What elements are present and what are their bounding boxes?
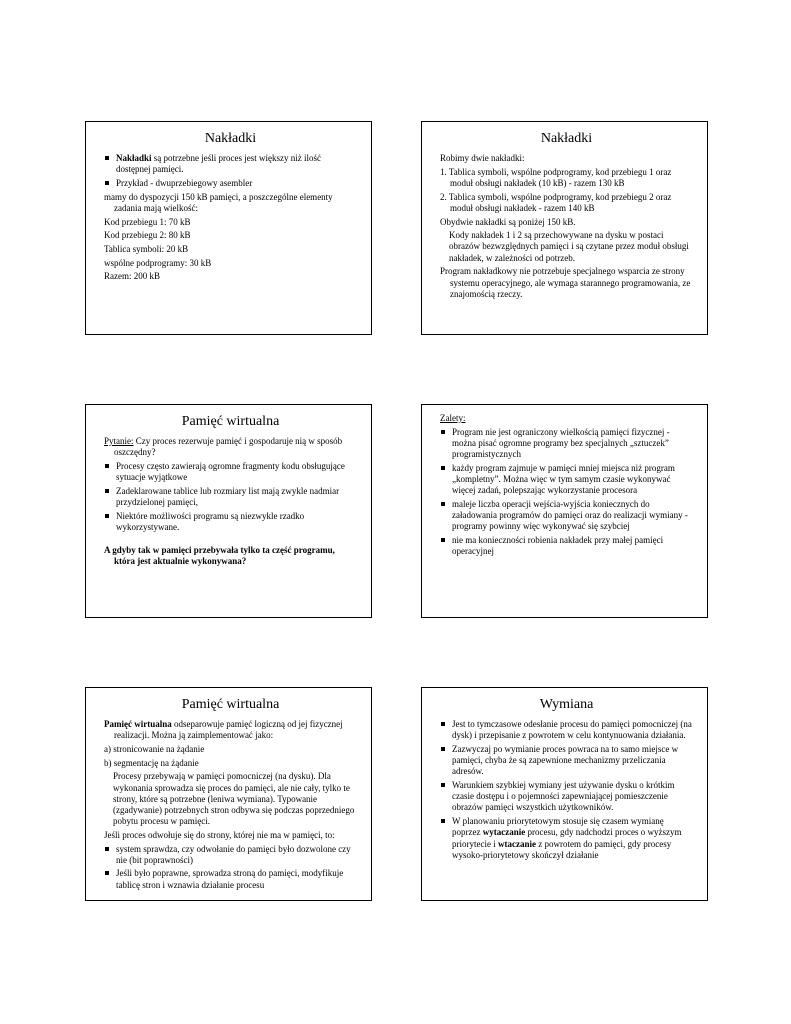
slide-2-nakladki xyxy=(421,121,708,335)
question-label: Pytanie: xyxy=(104,436,134,446)
list-line: Razem: 200 kB xyxy=(104,271,160,282)
bullet-text: procesu, gdy nadchodzi proces o wyższym priorytecie i xyxy=(452,827,682,849)
bullet-item: Jest to tymczasowe odesłanie procesu do pamięci pomocniczej (na dysk) i przepisanie z powrotem w celu kontynuowania działania. xyxy=(440,719,693,741)
paragraph: Robimy dwie nakładki: xyxy=(440,153,525,163)
bullet-item: Warunkiem szybkiej wymiany jest używanie dysku o krótkim czasie dostępu i o pojemności zapewniającej pomieszczenie obrazów pamięci wszystkich użytkowników. xyxy=(440,780,693,814)
bullet-item: nie ma konieczności robienia nakładek przy małej pamięci operacyjnej xyxy=(440,535,693,557)
section-label: Zalety: xyxy=(440,413,466,423)
bullet-item: Procesy często zawierają ogromne fragmenty kodu obsługujące sytuacje wyjątkowe xyxy=(104,461,357,483)
bold-term: Pamięć wirtualna xyxy=(104,719,172,729)
numbered-item: 1. Tablica symboli, wspólne podprogramy, kod przebiegu 1 oraz moduł obsługi nakładek (10 kB) - razem 130 kB xyxy=(440,166,672,188)
bullet-item: maleje liczba operacji wejścia-wyjścia koniecznych do załadowania programów do pamięci oraz do realizacji wymiany - programy powinny więc wykonywać się szybciej xyxy=(440,499,693,533)
slide-1-nakladki xyxy=(85,121,372,335)
slide-title: Nakładki xyxy=(540,131,593,146)
slide-title: Pamięć wirtualna xyxy=(181,414,280,429)
list-line: Kod przebiegu 2: 80 kB xyxy=(104,230,191,241)
bullet-text: są potrzebne jeśli proces jest większy niż ilość dostępnej pamięci. xyxy=(116,153,321,175)
slide-4-zalety xyxy=(421,404,708,618)
slide-title: Nakładki xyxy=(204,131,257,146)
bullet-item: Niektóre możliwości programu są niezwykle rzadko wykorzystywane. xyxy=(104,511,357,533)
bold-term: Nakładki xyxy=(116,153,152,163)
list-line: b) segmentację na żądanie xyxy=(104,757,199,768)
paragraph: Jeśli proces odwołuje się do strony, której nie ma w pamięci, to: xyxy=(104,829,335,840)
question-paragraph xyxy=(104,436,357,458)
paragraph-text: odseparowuje pamięć logiczną od jej fizycznej realizacji. Można ją zaimplementować jako: xyxy=(114,719,343,741)
bold-question: A gdyby tak w pamięci przebywała tylko ta część programu, która jest aktualnie wykonywana? xyxy=(104,544,335,566)
bullet-item: system sprawdza, czy odwołanie do pamięci było dozwolone czy nie (bit poprawności) xyxy=(104,844,357,866)
paragraph: Kody nakładek 1 i 2 są przechowywane na dysku w postaci obrazów bezwzględnych pamięci i są czytane przez moduł obsługi nakładek, w zależności od potrzeb. xyxy=(449,230,689,263)
list-line: Tablica symboli: 20 kB xyxy=(104,243,189,254)
list-line: wspólne podprogramy: 30 kB xyxy=(104,257,212,268)
bullet-text: W planowaniu priorytetowym stosuje się czasem wymianę poprzez xyxy=(452,816,664,838)
slide-6-wymiana xyxy=(421,687,708,901)
slide-3-pamiec-wirtualna xyxy=(85,404,372,618)
paragraph xyxy=(104,719,357,741)
paragraph: Procesy przebywają w pamięci pomocniczej (na dysku). Dla wykonania sprowadza się proces do pamięci, ale nie cały, tylko te strony, które są potrzebne (leniwa wymiana). Typowanie (zgadywanie) potrzebnych stron odbywa się podczas poprzedniego pobytu procesu w pamięci. xyxy=(113,771,355,827)
paragraph: Program nakładkowy nie potrzebuje specjalnego wsparcia ze strony systemu operacyjnego, ale wymaga starannego programowania, ze znajomością rzeczy. xyxy=(440,266,691,299)
paragraph: Obydwie nakładki są poniżej 150 kB. xyxy=(440,216,576,227)
question-text: Czy proces rezerwuje pamięć i gospodaruje nią w sposób oszczędny? xyxy=(114,436,343,458)
bullet-item xyxy=(104,153,357,175)
bullet-item: Jeśli było poprawne, sprowadza stroną do pamięci, modyfikuje tablicę stron i wznawia działanie procesu xyxy=(104,868,357,890)
list-line: a) stronicowanie na żądanie xyxy=(104,743,205,754)
bullet-item: Program nie jest ograniczony wielkością pamięci fizycznej - można pisać ogromne programy bez specjalnych „sztuczek” programistycznych xyxy=(440,427,693,461)
bullet-item: każdy program zajmuje w pamięci mniej miejsca niż program „kompletny”. Można więc w tym samym czasie wykonywać więcej zadań, polepszając wykorzystanie procesora xyxy=(440,463,693,497)
bullet-item: Zazwyczaj po wymianie proces powraca na to samo miejsce w pamięci, chyba że są zapewnione mechanizmy przeliczania adresów. xyxy=(440,744,693,778)
slide-5-pamiec-wirtualna xyxy=(85,687,372,901)
paragraph: mamy do dyspozycji 150 kB pamięci, a poszczególne elementy zadania mają wielkość: xyxy=(104,191,333,213)
bold-term: wtaczanie xyxy=(497,838,536,849)
slide-title: Pamięć wirtualna xyxy=(181,697,280,712)
bullet-item xyxy=(440,816,693,861)
bullet-item: Przykład - dwuprzebiegowy asembler xyxy=(104,178,357,189)
numbered-item: 2. Tablica symboli, wspólne podprogramy, kod przebiegu 2 oraz moduł obsługi nakładek - razem 140 kB xyxy=(440,191,672,213)
bullet-item: Zadeklarowane tablice lub rozmiary list mają zwykle nadmiar przydzielonej pamięci, xyxy=(104,486,357,508)
bullet-text: z powrotem do pamięci, gdy procesy wysoko-priorytetowy skończył działanie xyxy=(452,838,672,860)
slide-title: Wymiana xyxy=(539,697,594,712)
bold-term: wytaczanie xyxy=(482,827,526,838)
list-line: Kod przebiegu 1: 70 kB xyxy=(104,216,191,227)
